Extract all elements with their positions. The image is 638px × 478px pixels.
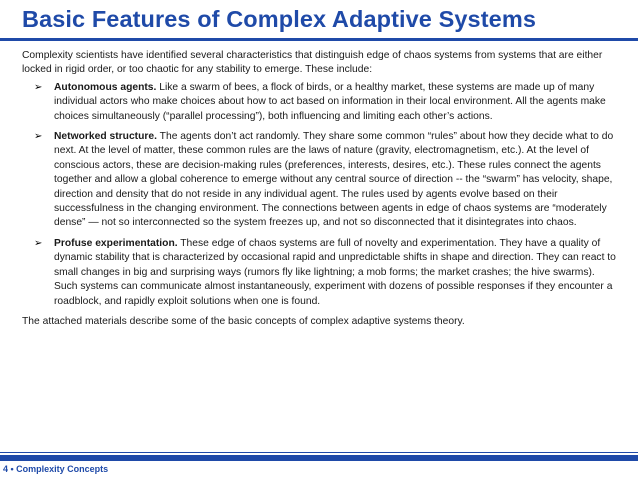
bullet-term: Networked structure.: [54, 131, 157, 143]
list-item: [22, 130, 618, 231]
title-divider: [0, 38, 638, 41]
list-item: [22, 237, 618, 309]
bullet-term: Profuse experimentation.: [54, 237, 178, 249]
arrow-right-icon: ➢: [34, 131, 43, 143]
slide-body: [22, 49, 618, 329]
bullet-term: Autonomous agents.: [54, 81, 157, 93]
bullet-text: These edge of chaos systems are full of novelty and experimentation. They have a quality of dynamic stability that is characterized by occasional rapid and unpredictable shifts in shape and direction. They can react to small changes in big and surprising ways (rumors fly like lightning; a mob forms; the market crashes; the hive swarms). Such systems can communicate almost instantaneously, experiment with dozens of possible responses if they encounter a roadblock, and rapidly exploit solutions when one is found.: [54, 237, 616, 307]
footer-divider-thin: [0, 452, 638, 453]
bullet-text: The agents don’t act randomly. They share some common “rules” about how they decide what to do next. At the level of matter, these common rules are the laws of nature (gravity, electromagnetism, etc.). At the level of conscious actors, these are decision-making rules (preferences, interests, desires, etc.). These rules connect the agents together and allow a global coherence to emerge without any central source of direction -- the “swarm” has velocity, shape, direction and density that do not reside in any individual agent. The rules used by agents evolve based on their successfulness in the changing environment. The connections between agents in edge of chaos systems are “moderately dense” — not so interconnected so the system freezes up, and not so disconnected that it disintegrates into chaos.: [54, 131, 614, 229]
page-title: Basic Features of Complex Adaptive Systems: [22, 6, 536, 32]
footer-divider: [0, 455, 638, 461]
arrow-right-icon: ➢: [34, 81, 43, 93]
list-item: [22, 81, 618, 124]
intro-paragraph: Complexity scientists have identified several characteristics that distinguish edge of chaos systems from systems that are either locked in rigid order, or too chaotic for any stability to emerge. These include:: [22, 50, 603, 76]
closing-paragraph: The attached materials describe some of the basic concepts of complex adaptive systems theory.: [22, 315, 465, 327]
arrow-right-icon: ➢: [34, 237, 43, 249]
footer-label: 4 • Complexity Concepts: [3, 464, 109, 474]
bullet-text: Like a swarm of bees, a flock of birds, or a healthy market, these systems are made up of many individual actors who make choices about how to act based on information in their local environment. All the agents make choices simultaneously (“parallel processing”), both influencing and limiting each other’s actions.: [54, 81, 606, 122]
feature-list: [22, 81, 618, 309]
